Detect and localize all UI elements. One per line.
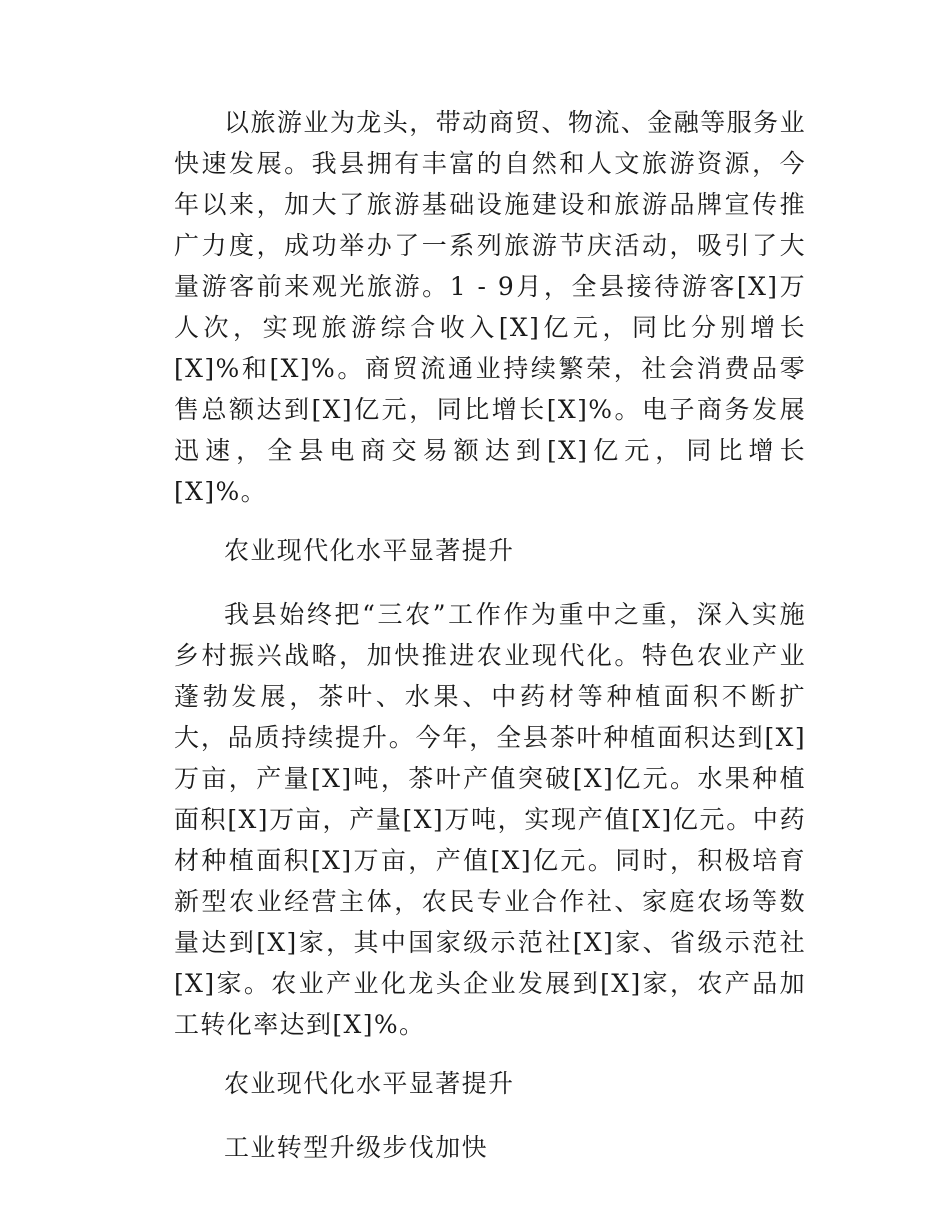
section-heading-agriculture-repeat: 农业现代化水平显著提升 xyxy=(224,1069,515,1098)
document-body xyxy=(174,102,806,1191)
paragraph-agriculture: 我县始终把“三农”工作作为重中之重，深入实施乡村振兴战略，加快推进农业现代化。特色农业产业蓬勃发展，茶叶、水果、中药材等种植面积不断扩大，品质持续提升。今年，全县茶叶种植面积达到[X]万亩，产量[X]吨，茶叶产值突破[X]亿元。水果种植面积[X]万亩，产量[X]万吨，实现产值[X]亿元。中药材种植面积[X]万亩，产值[X]亿元。同时，积极培育新型农业经营主体，农民专业合作社、家庭农场等数量达到[X]家，其中国家级示范社[X]家、省级示范社[X]家。农业产业化龙头企业发展到[X]家，农产品加工转化率达到[X]%。 xyxy=(174,600,806,1039)
section-heading-industry: 工业转型升级步伐加快 xyxy=(224,1133,489,1162)
section-heading-agriculture: 农业现代化水平显著提升 xyxy=(224,536,515,565)
paragraph-tourism-services: 以旅游业为龙头，带动商贸、物流、金融等服务业快速发展。我县拥有丰富的自然和人文旅游资源，今年以来，加大了旅游基础设施建设和旅游品牌宣传推广力度，成功举办了一系列旅游节庆活动，吸引了大量游客前来观光旅游。1 - 9月，全县接待游客[X]万人次，实现旅游综合收入[X]亿元，同比分别增长[X]%和[X]%。商贸流通业持续繁荣，社会消费品零售总额达到[X]亿元，同比增长[X]%。电子商务发展迅速，全县电商交易额达到[X]亿元，同比增长[X]%。 xyxy=(174,108,806,506)
